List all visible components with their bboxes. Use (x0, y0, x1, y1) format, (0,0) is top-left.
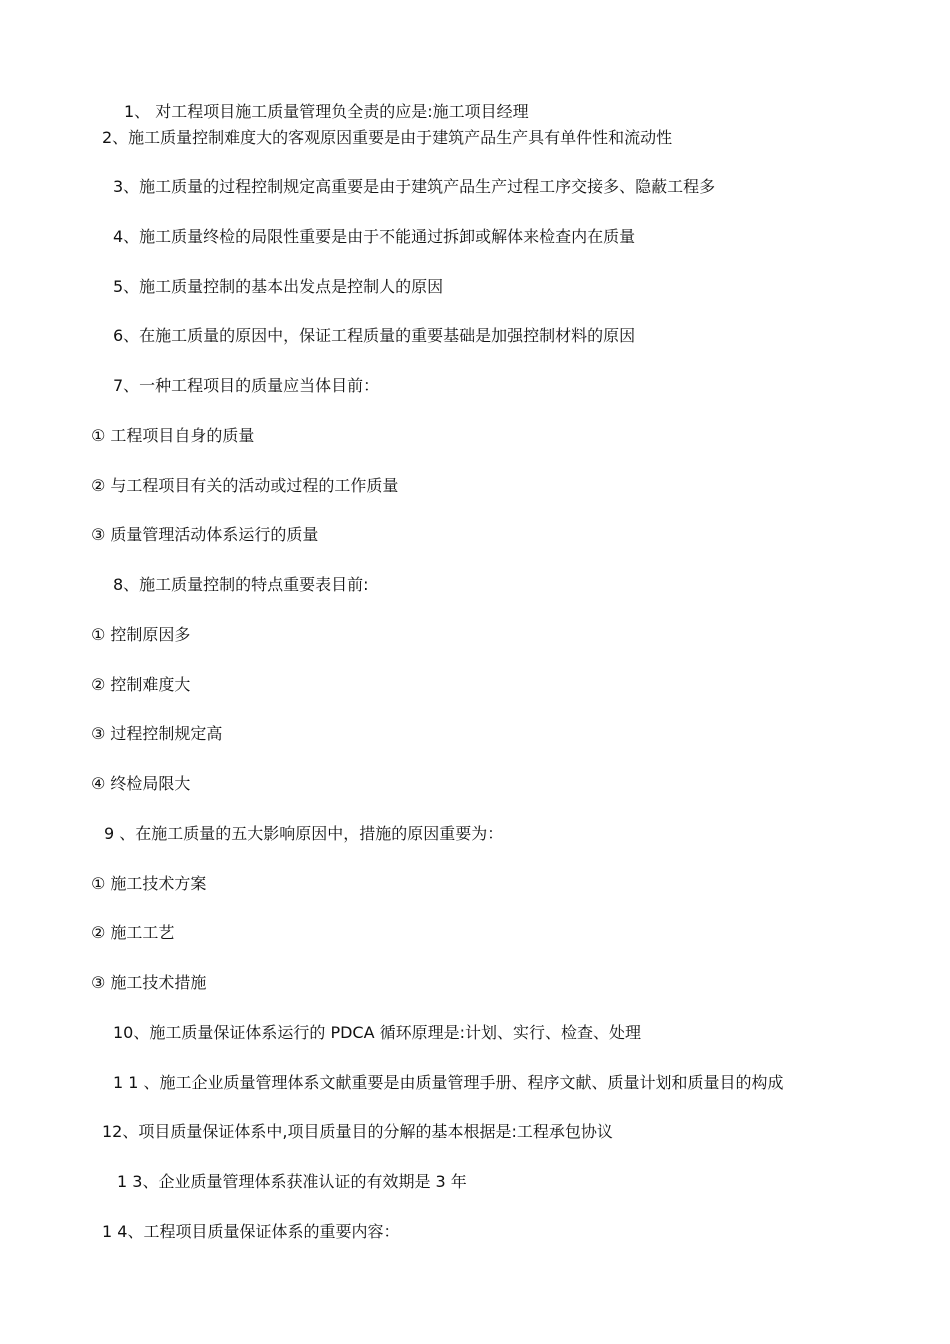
text-line-18: ② 施工工艺 (91, 923, 175, 942)
text-line-6: 6、在施工质量的原因中，保证工程质量的重要基础是加强控制材料的原因 (113, 326, 636, 345)
text-line-19: ③ 施工技术措施 (91, 973, 207, 992)
text-line-11: 8、施工质量控制的特点重要表目前: (113, 575, 369, 594)
text-line-21: 1 1 、施工企业质量管理体系文献重要是由质量管理手册、程序文献、质量计划和质量目的构成 (113, 1073, 784, 1092)
text-line-24: 1 4、工程项目质量保证体系的重要内容： (102, 1222, 400, 1241)
text-line-14: ③ 过程控制规定高 (91, 724, 223, 743)
text-line-2: 2、施工质量控制难度大的客观原因重要是由于建筑产品生产具有单件性和流动性 (102, 128, 673, 147)
text-line-20: 10、施工质量保证体系运行的 PDCA 循环原理是:计划、实行、检查、处理 (113, 1023, 642, 1042)
text-line-12: ① 控制原因多 (91, 625, 191, 644)
text-line-8: ① 工程项目自身的质量 (91, 426, 255, 445)
text-line-10: ③ 质量管理活动体系运行的质量 (91, 525, 319, 544)
text-line-23: 1 3、企业质量管理体系获准认证的有效期是 3 年 (117, 1172, 467, 1191)
text-line-5: 5、施工质量控制的基本出发点是控制人的原因 (113, 277, 444, 296)
text-line-15: ④ 终检局限大 (91, 774, 191, 793)
text-line-1: 1、 对工程项目施工质量管理负全责的应是:施工项目经理 (124, 102, 529, 121)
text-line-9: ② 与工程项目有关的活动或过程的工作质量 (91, 476, 399, 495)
text-line-17: ① 施工技术方案 (91, 874, 207, 893)
text-line-13: ② 控制难度大 (91, 675, 191, 694)
text-line-16: 9 、在施工质量的五大影响原因中，措施的原因重要为： (104, 824, 504, 843)
text-line-7: 7、一种工程项目的质量应当体目前： (113, 376, 380, 395)
text-line-3: 3、施工质量的过程控制规定高重要是由于建筑产品生产过程工序交接多、隐蔽工程多 (113, 177, 716, 196)
text-line-22: 12、项目质量保证体系中,项目质量目的分解的基本根据是:工程承包协议 (102, 1122, 613, 1141)
text-line-4: 4、施工质量终检的局限性重要是由于不能通过拆卸或解体来检查内在质量 (113, 227, 636, 246)
